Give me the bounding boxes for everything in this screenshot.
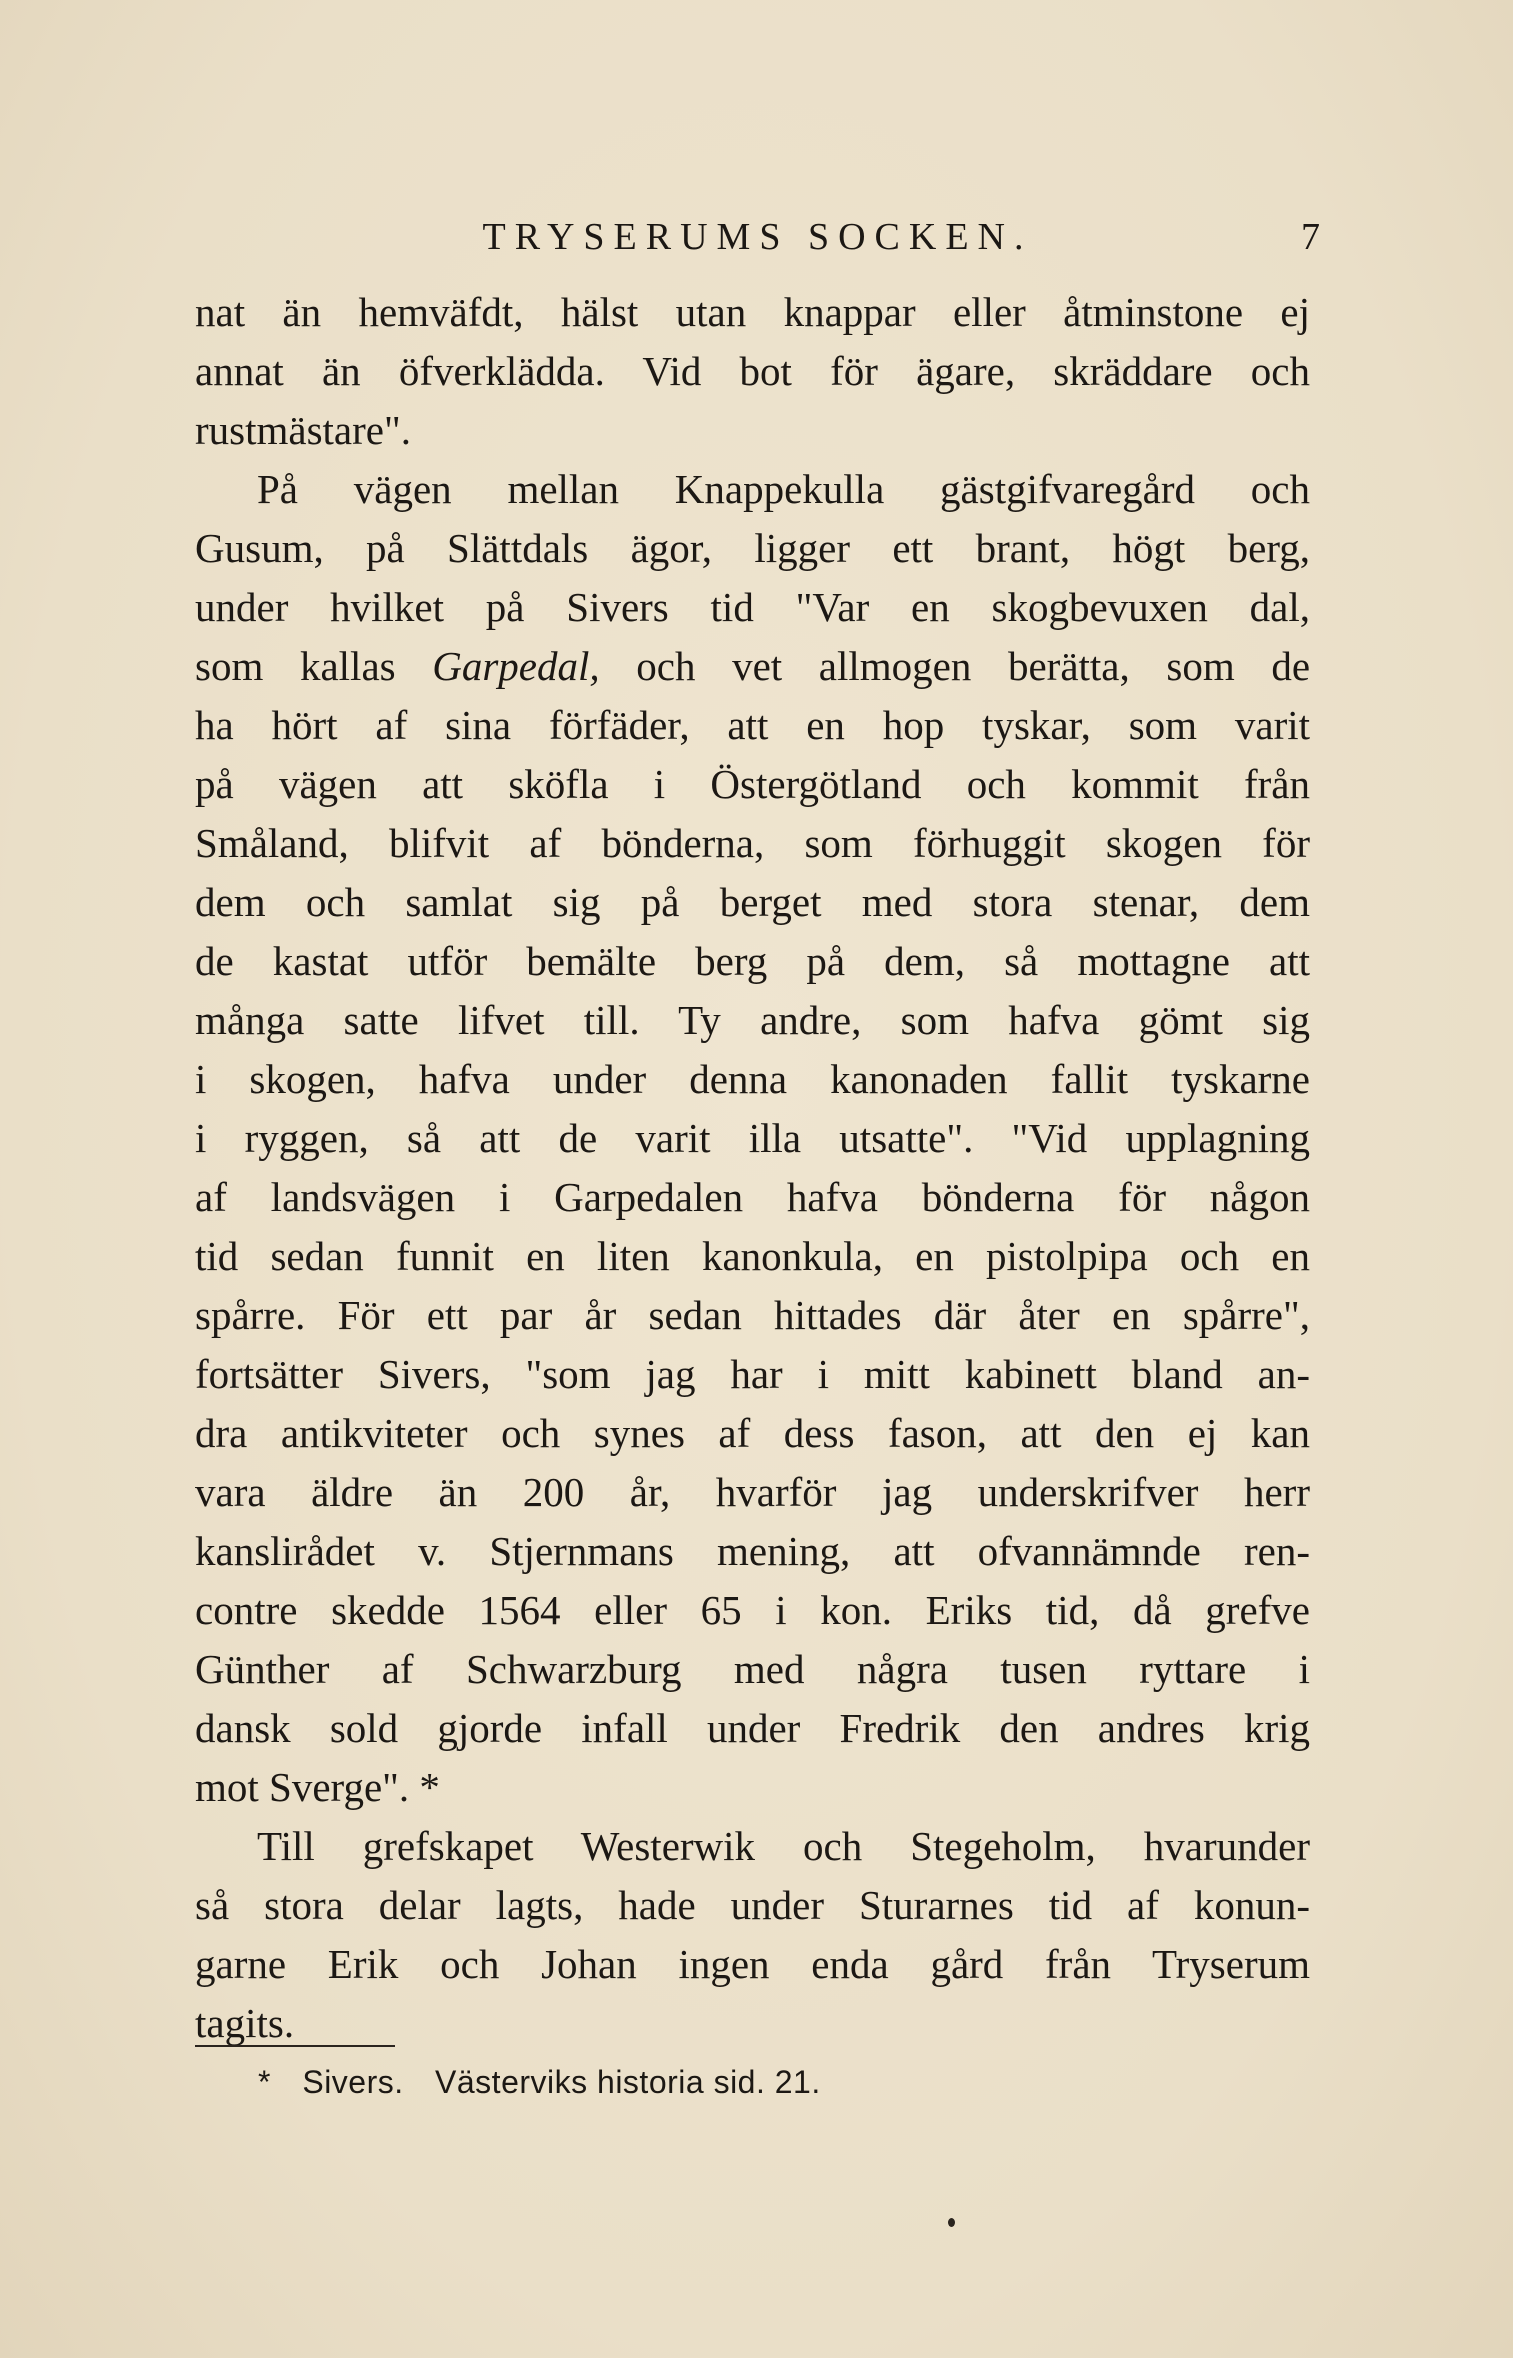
text-line: mot Sverge". * [195, 1764, 440, 1810]
place-name-italic: Garpedal, [432, 643, 600, 689]
footnote-marker: * [258, 2064, 271, 2100]
text-line: dansk sold gjorde infall under Fredrik den andres krig [195, 1705, 1310, 1751]
text-line: i skogen, hafva under denna kanonaden fallit tyskarne [195, 1056, 1310, 1102]
body-text [195, 283, 1310, 2053]
text-line: tagits. [195, 2000, 295, 2046]
footnote-work: Västerviks historia sid. 21. [435, 2064, 821, 2100]
text-line: annat än öfverklädda. Vid bot för ägare, skräddare och [195, 348, 1310, 394]
text-line: Till grefskapet Westerwik och Stegeholm, hvarunder [257, 1823, 1310, 1869]
text-line: spårre. För ett par år sedan hittades där åter en spårre", [195, 1292, 1310, 1338]
ink-speck [948, 2218, 955, 2227]
text-line: På vägen mellan Knappekulla gästgifvaregård och [257, 466, 1310, 512]
text-line: kanslirådet v. Stjernmans mening, att ofvannämnde ren- [195, 1528, 1310, 1574]
text-line: vara äldre än 200 år, hvarför jag underskrifver herr [195, 1469, 1310, 1515]
text-line: under hvilket på Sivers tid "Var en skogbevuxen dal, [195, 584, 1310, 630]
text-line: tid sedan funnit en liten kanonkula, en pistolpipa och en [195, 1233, 1310, 1279]
footnote-divider [195, 2045, 395, 2047]
text-line: nat än hemväfdt, hälst utan knappar eller åtminstone ej [195, 289, 1310, 335]
text-line: Gusum, på Slättdals ägor, ligger ett brant, högt berg, [195, 525, 1310, 571]
text-line: så stora delar lagts, hade under Sturarnes tid af konun- [195, 1882, 1310, 1928]
text-line: ha hört af sina förfäder, att en hop tyskar, som varit [195, 702, 1310, 748]
text-line: contre skedde 1564 eller 65 i kon. Eriks tid, då grefve [195, 1587, 1310, 1633]
running-header [195, 212, 1320, 262]
footnote-author: Sivers. [302, 2064, 404, 2100]
text-fragment: som kallas [195, 643, 396, 689]
text-line: dra antikviteter och synes af dess fason, att den ej kan [195, 1410, 1310, 1456]
page-number: 7 [1301, 216, 1320, 258]
text-line: af landsvägen i Garpedalen hafva bönderna för någon [195, 1174, 1310, 1220]
text-line: fortsätter Sivers, "som jag har i mitt kabinett bland an- [195, 1351, 1310, 1397]
text-line: rustmästare". [195, 407, 411, 453]
text-line: Småland, blifvit af bönderna, som förhuggit skogen för [195, 820, 1310, 866]
text-line: garne Erik och Johan ingen enda gård från Tryserum [195, 1941, 1310, 1987]
running-title: TRYSERUMS SOCKEN. [482, 216, 1033, 258]
text-line: dem och samlat sig på berget med stora stenar, dem [195, 879, 1310, 925]
text-line [195, 637, 1310, 696]
text-line: Günther af Schwarzburg med några tusen ryttare i [195, 1646, 1310, 1692]
text-line: de kastat utför bemälte berg på dem, så mottagne att [195, 938, 1310, 984]
text-fragment: och vet allmogen berätta, som de [636, 643, 1311, 689]
text-line: många satte lifvet till. Ty andre, som hafva gömt sig [195, 997, 1310, 1043]
text-line: i ryggen, så att de varit illa utsatte". "Vid upplagning [195, 1115, 1310, 1161]
text-line: på vägen att sköfla i Östergötland och kommit från [195, 761, 1310, 807]
footnote [258, 2058, 821, 2106]
